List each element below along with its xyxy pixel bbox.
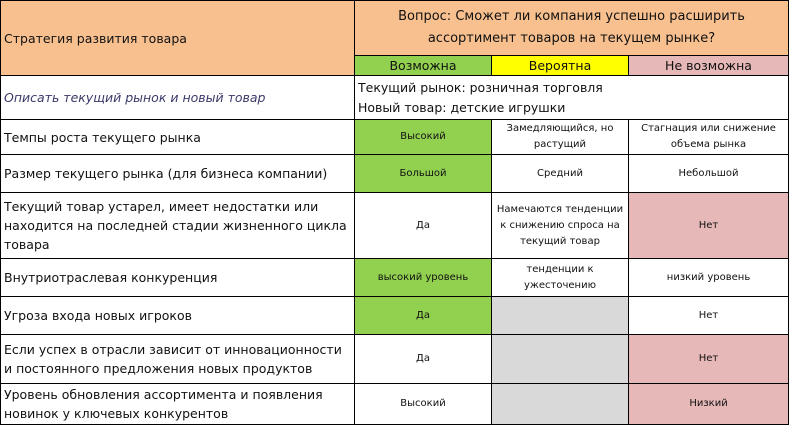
cell-likely[interactable] bbox=[492, 335, 629, 384]
question-header[interactable]: Вопрос: Сможет ли компания успешно расширить ассортимент товаров на текущем рынке? bbox=[355, 1, 789, 56]
describe-value[interactable] bbox=[355, 76, 789, 120]
cell-likely[interactable]: Средний bbox=[492, 155, 629, 193]
cell-likely[interactable]: Намечаются тенденции к снижению спроса на текущий товар bbox=[492, 193, 629, 259]
table-row bbox=[1, 297, 789, 335]
cell-impossible[interactable]: Стагнация или снижение объема рынка bbox=[629, 120, 789, 155]
cell-possible[interactable]: Большой bbox=[355, 155, 492, 193]
new-product: Новый товар: детские игрушки bbox=[358, 99, 566, 115]
option-likely[interactable]: Вероятна bbox=[492, 56, 629, 76]
cell-possible[interactable]: Да bbox=[355, 335, 492, 384]
row-label[interactable]: Если успех в отрасли зависит от инновационности и постоянного предложения новых продуктов bbox=[1, 335, 355, 384]
row-label[interactable]: Темпы роста текущего рынка bbox=[1, 120, 355, 155]
table-row bbox=[1, 193, 789, 259]
option-impossible[interactable]: Не возможна bbox=[629, 56, 789, 76]
table-row bbox=[1, 155, 789, 193]
table-row bbox=[1, 335, 789, 384]
cell-possible[interactable]: высокий уровень bbox=[355, 259, 492, 297]
describe-label[interactable]: Описать текущий рынок и новый товар bbox=[1, 76, 355, 120]
cell-impossible[interactable]: Нет bbox=[629, 193, 789, 259]
table-row bbox=[1, 259, 789, 297]
cell-likely[interactable]: Замедляющийся, но растущий bbox=[492, 120, 629, 155]
row-label[interactable]: Размер текущего рынка (для бизнеса компании) bbox=[1, 155, 355, 193]
option-possible[interactable]: Возможна bbox=[355, 56, 492, 76]
cell-impossible[interactable]: низкий уровень bbox=[629, 259, 789, 297]
cell-likely[interactable] bbox=[492, 297, 629, 335]
table-row bbox=[1, 384, 789, 425]
row-label[interactable]: Уровень обновления ассортимента и появления новинок у ключевых конкурентов bbox=[1, 384, 355, 425]
cell-likely[interactable]: тенденции к ужесточению bbox=[492, 259, 629, 297]
cell-impossible[interactable]: Низкий bbox=[629, 384, 789, 425]
cell-possible[interactable]: Да bbox=[355, 297, 492, 335]
cell-possible[interactable]: Высокий bbox=[355, 384, 492, 425]
row-label[interactable]: Текущий товар устарел, имеет недостатки или находится на последней стадии жизненного цикла товара bbox=[1, 193, 355, 259]
cell-possible[interactable]: Высокий bbox=[355, 120, 492, 155]
cell-impossible[interactable]: Нет bbox=[629, 335, 789, 384]
row-label[interactable]: Угроза входа новых игроков bbox=[1, 297, 355, 335]
cell-likely[interactable] bbox=[492, 384, 629, 425]
cell-impossible[interactable]: Нет bbox=[629, 297, 789, 335]
row-label[interactable]: Внутриотраслевая конкуренция bbox=[1, 259, 355, 297]
cell-possible[interactable]: Да bbox=[355, 193, 492, 259]
cell-impossible[interactable]: Небольшой bbox=[629, 155, 789, 193]
current-market: Текущий рынок: розничная торговля bbox=[358, 79, 603, 95]
strategy-header[interactable]: Стратегия развития товара bbox=[1, 1, 355, 76]
table-row bbox=[1, 120, 789, 155]
